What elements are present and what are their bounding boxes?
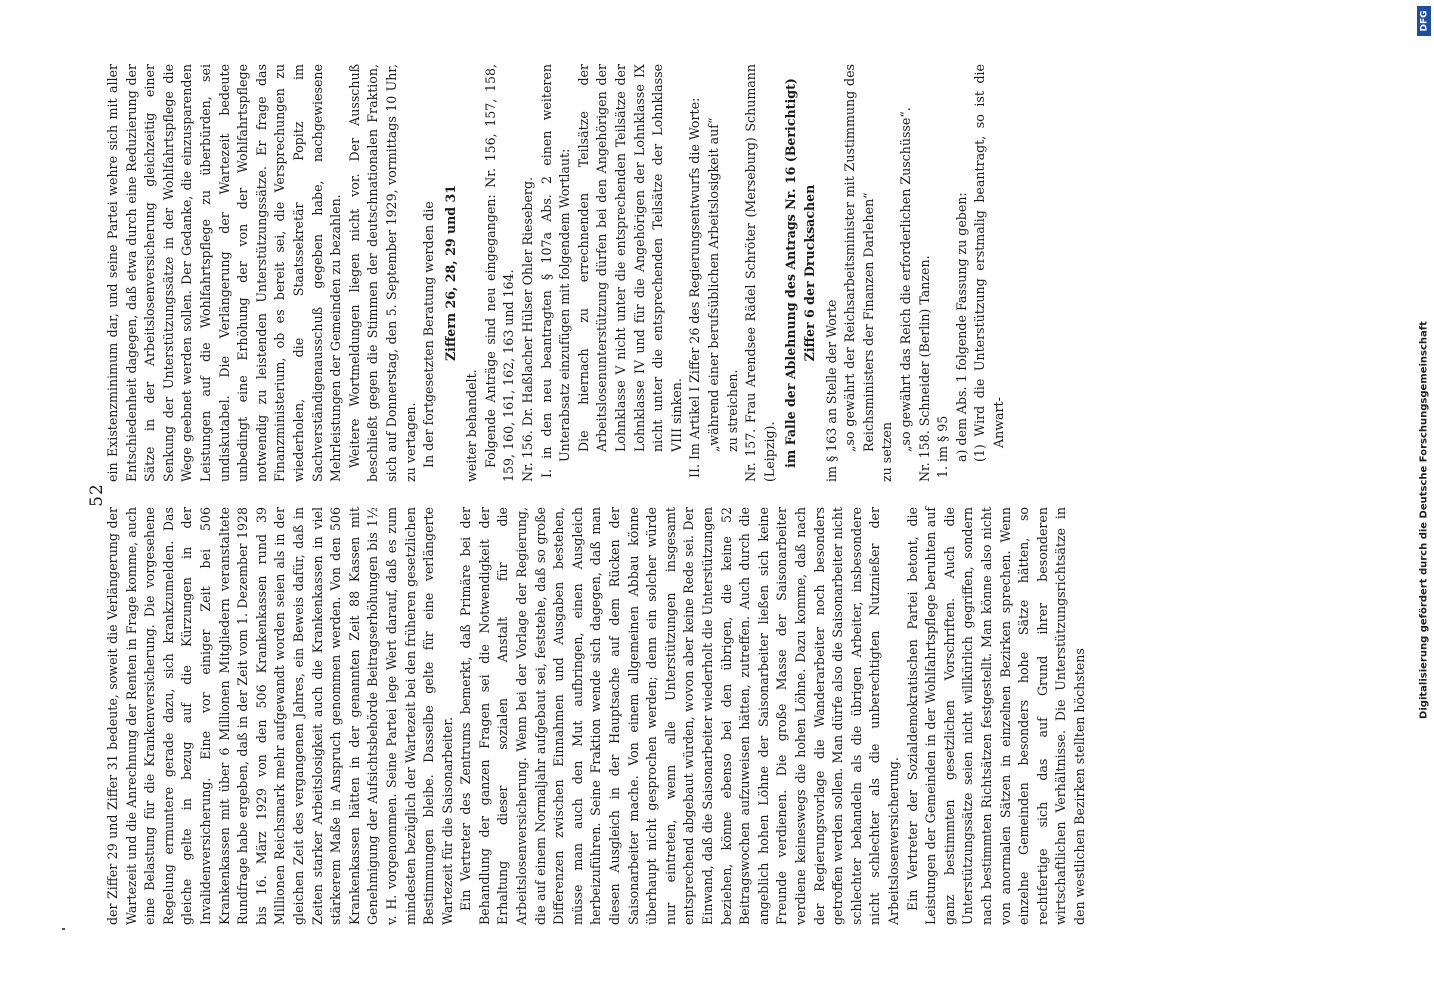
left-column-paragraph: Ein Vertreter der Sozialdemokratischen Partei betont, die Leistungen der Gemeinden in der Wohlfahrtspflege beruhten auf ganz bestimmten gesetzlichen Vorschriften. Auch die Unterstützungssätze seien nicht willkürlich gegriffen, sondern nach bestimmten Richtsätzen festgestellt. Man könne also nicht von anormalen Sätzen in einzelnen Bezirken sprechen. Wenn einzelne Gemeinden besonders hohe Sätze hätten, so rechtfertige sich das auf Grund ihrer besonderen wirtschaftlichen Verhältnisse. Die Unterstützungsrichtsätze in den westlichen Bezirken stellten höchstens <box>904 507 1087 925</box>
scan-speck <box>62 928 65 930</box>
right-column-paragraph: „so gewährt das Reich die erforderlichen Zuschüsse“. <box>897 107 913 452</box>
right-column-paragraph: „so gewährt der Reichsarbeitsminister mit Zustimmung des Reichsministers der Finanzen Darlehen“ <box>842 64 876 452</box>
right-column-paragraph: I. in den neu beantragten § 107a Abs. 2 einen weiteren Unterabsatz einzufügen mit folgendem Wortlaut: <box>538 64 573 478</box>
digitization-sidebar: DFG Digitalisierung gefördert durch die Deutsche Forschungsgemeinschaft <box>1416 0 1434 1000</box>
right-column-paragraph: Ziffern 26, 28, 29 und 31 <box>442 184 458 362</box>
dfg-logo-icon: DFG <box>1417 6 1431 36</box>
right-column-paragraph: im Falle der Ablehnung des Antrags Nr. 16 (Berichtigt) Ziffer 6 der Drucksachen <box>783 78 817 468</box>
left-column-paragraph: der Ziffer 29 und Ziffer 31 bedeute, soweit die Verlängerung der Wartezeit und die Anrechnung der Renten in Frage komme, auch eine Belastung für die Krankenversicherung. Die vorgesehene Regelung ermuntere gerade dazu, sich krankzumelden. Das gleiche gelte in bezug auf die Kürzungen in der Invalidenversicherung. Eine vor einiger Zeit bei 506 Krankenkassen mit über 6 Millionen Mitgliedern veranstaltete Rundfrage habe ergeben, daß in der Zeit vom 1. Dezember 1928 bis 16. März 1929 von den 506 Krankenkassen rund 39 Millionen Reichsmark mehr aufgewandt worden seien als in der gleichen Zeit des vergangenen Jahres, ein Beweis dafür, daß in Zeiten starker Arbeitslosigkeit auch die Krankenkassen in viel stärkerem Maße in Anspruch genommen werden. Von den 506 Krankenkassen hätten in der genannten Zeit 88 Kassen mit Genehmigung der Aufsichtsbehörde Beitragserhöhungen bis 1½ v. H. vorgenommen. Seine Partei lege Wert darauf, daß es zum mindesten bezüglich der Wartezeit bei den früheren gesetzlichen Bestimmungen bleibe. Dasselbe gelte für eine verlängerte Wartezeit für die Saisonarbeiter. <box>105 507 455 925</box>
right-column-paragraph: Folgende Anträge sind neu eingegangen: Nr. 156, 157, 158, 159, 160, 161, 162, 163 und 164. <box>482 64 517 482</box>
right-column-paragraph: Weitere Wortmeldungen liegen nicht vor. Der Ausschuß beschließt gegen die Stimmen der deutschnationalen Fraktion, sich auf Donnerstag, den 5. September 1929, vormittags 10 Uhr, zu vertagen. <box>346 64 418 482</box>
right-column-paragraph: Nr. 157. Frau Arendsee Rädel Schröter (Merseburg) Schumann (Leipzig). <box>743 64 777 482</box>
right-column-paragraph: zu streichen. <box>724 369 740 452</box>
right-column-paragraph: 1. im § 95 <box>935 415 951 478</box>
right-column-paragraph: zu setzen <box>879 422 895 482</box>
right-column-paragraph: weiter behandelt. <box>464 369 480 482</box>
right-column-paragraph: In der fortgesetzten Beratung werden die <box>421 201 437 468</box>
right-column-paragraph: a) dem Abs. 1 folgende Fassung zu geben: <box>953 192 969 462</box>
right-column-paragraph: Nr. 158. Schneider (Berlin) Tanzen. <box>916 255 932 482</box>
page-number: 52 <box>87 483 107 507</box>
right-column-paragraph: Nr. 156. Dr. Haßlacher Hülser Ohler Rieseberg. <box>520 176 536 482</box>
right-column-paragraph: im § 163 an Stelle der Worte <box>823 299 839 482</box>
right-column-paragraph: (1) Wird die Unterstützung erstmalig beantragt, so ist die Anwart- <box>972 64 1006 462</box>
right-column-paragraph: „während einer berufsüblichen Arbeitslosigkeit auf“ <box>706 117 721 452</box>
right-column-paragraph: II. Im Artikel I Ziffer 26 des Regierungsentwurfs die Worte: <box>687 97 703 478</box>
left-column-paragraph: Ein Vertreter des Zentrums bemerkt, daß Primäre bei der Behandlung der ganzen Fragen sei die Notwendigkeit der Erhaltung dieser sozialen Anstalt für die Arbeitslosenversicherung. Wenn bei der Vorlage der Regierung, die auf einem Normaljahr aufgebaut sei, feststehe, daß so große Differenzen zwischen Einnahmen und Ausgaben bestehen, müsse man auch den Mut aufbringen, einen Ausgleich herbeizuführen. Seine Fraktion wende sich dagegen, daß man diesen Ausgleich in der Hauptsache auf dem Rücken der Saisonarbeiter mache. Von einem allgemeinen Abbau könne überhaupt nicht gesprochen werden; denn ein solcher würde nur eintreten, wenn alle Unterstützungen insgesamt entsprechend abgebaut würden, wovon aber keine Rede sei. Der Einwand, daß die Saisonarbeiter wiederholt die Unterstützungen beziehen, könne ebenso bei den übrigen, die keine 52 Beitragswochen aufzuweisen hätten, zutreffen. Auch durch die angeblich hohen Löhne der Saisonarbeiter ließen sich keine Freunde verdienen. Die große Masse der Saisonarbeiter verdiene keineswegs die hohen Löhne. Dazu komme, daß nach der Regierungsvorlage die Wanderarbeiter noch besonders getroffen werden sollen. Man dürfe also die Saisonarbeiter nicht schlechter behandeln als die übrigen Arbeiter, insbesondere nicht schlechter als die unberechtigten Nutznießer der Arbeitslosenversicherung. <box>458 507 901 925</box>
left-text-column <box>104 507 1089 925</box>
right-column-paragraph: ein Existenzminimum dar, und seine Partei wehre sich mit aller Entschiedenheit dagegen, daß etwa durch eine Reduzierung der Sätze in der Arbeitslosenversicherung gleichzeitig einer Senkung der Unterstützungssätze in der Wohlfahrtspflege die Wege geebnet werden sollen. Der Gedanke, die einzusparenden Leistungen auf die Wohlfahrtspflege zu überbürden, sei undiskutabel. Die Verlängerung der Wartezeit bedeute unbedingt eine Erhöhung der von der Wohlfahrtspflege notwendig zu leistenden Unterstützungssätze. Er frage das Finanzministerium, ob es bereit sei, die Versprechungen zu wiederholen, die Staatssekretär Popitz im Sachverständigenausschuß gegeben habe, nachgewiesene Mehrleistungen der Gemeinden zu bezahlen. <box>105 64 344 482</box>
right-column-paragraph: Die hiernach zu errechnenden Teilsätze der Arbeitslosenunterstützung dürfen bei den Angehörigen der Lohnklasse V nicht unter die entsprechenden Teilsätze der Lohnklasse IV und für die Angehörigen der Lohnklasse IX nicht unter die entsprechenden Teilsätze der Lohnklasse VIII sinken. <box>575 64 684 452</box>
right-text-column <box>104 64 1009 482</box>
rotated-document-page <box>84 45 1087 945</box>
